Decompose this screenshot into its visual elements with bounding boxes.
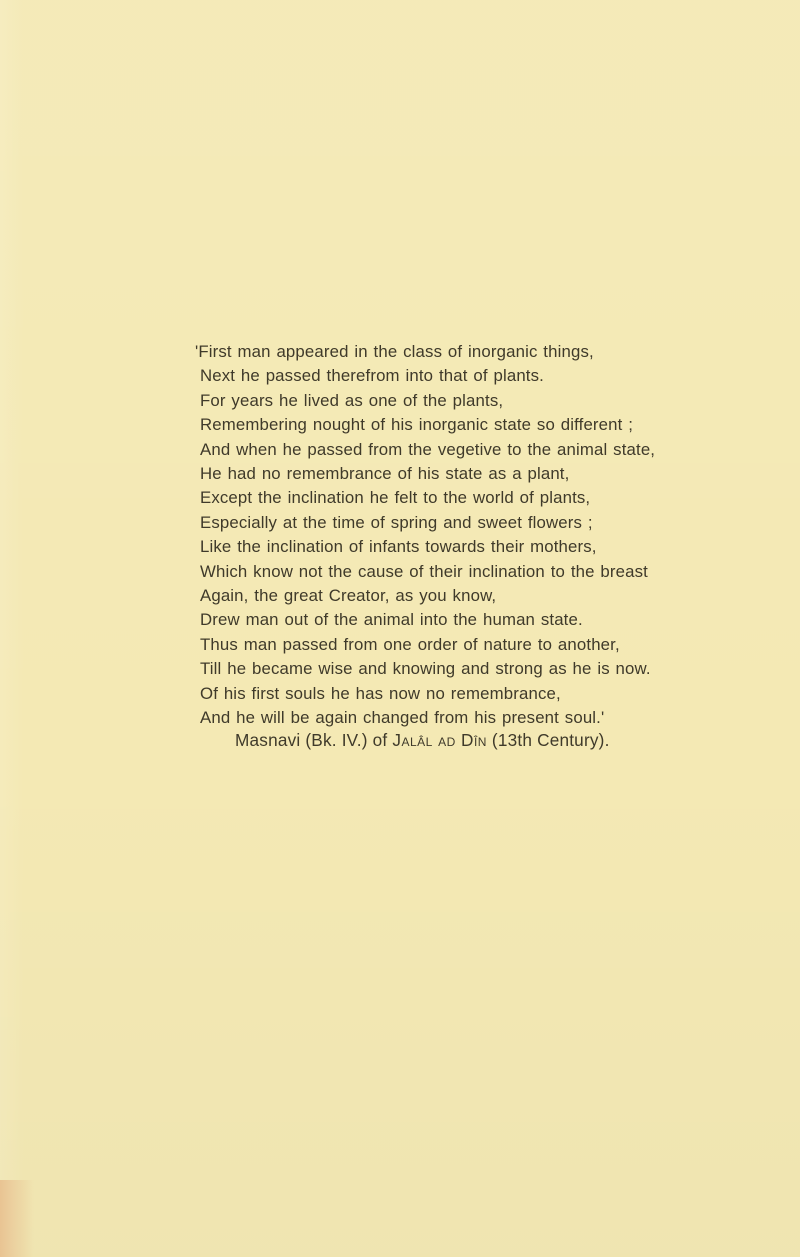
poem-line: Remembering nought of his inorganic state so different ;	[200, 415, 634, 435]
poem-line: Next he passed therefrom into that of plants.	[200, 366, 544, 386]
poem-line: 'First man appeared in the class of inorganic things,	[195, 342, 594, 361]
attribution-author: Jalâl ad Dîn	[392, 730, 487, 750]
poem-line: And when he passed from the vegetive to the animal state,	[200, 439, 656, 459]
poem-line: And he will be again changed from his present soul.'	[200, 708, 605, 728]
poem-line: Thus man passed from one order of nature to another,	[200, 634, 620, 654]
poem-line: Especially at the time of spring and sweet flowers ;	[200, 512, 593, 532]
attribution-suffix: (13th Century).	[486, 730, 610, 750]
poem-line: Except the inclination he felt to the world of plants,	[200, 488, 591, 508]
poem-line: He had no remembrance of his state as a plant,	[200, 464, 570, 484]
poem-line: Drew man out of the animal into the human state.	[200, 610, 583, 630]
poem-line: For years he lived as one of the plants,	[200, 390, 504, 410]
poem-line: Of his first souls he has now no remembrance,	[200, 683, 561, 703]
poem-block	[195, 340, 780, 731]
poem-line: Till he became wise and knowing and strong as he is now.	[200, 659, 651, 679]
attribution-prefix: Masnavi (Bk. IV.) of	[235, 730, 393, 750]
poem-line: Like the inclination of infants towards their mothers,	[200, 537, 597, 557]
attribution-line	[235, 728, 795, 752]
poem-line: Again, the great Creator, as you know,	[200, 586, 497, 606]
page-edge-stain	[0, 1180, 34, 1257]
poem-line: Which know not the cause of their inclination to the breast	[200, 561, 648, 581]
